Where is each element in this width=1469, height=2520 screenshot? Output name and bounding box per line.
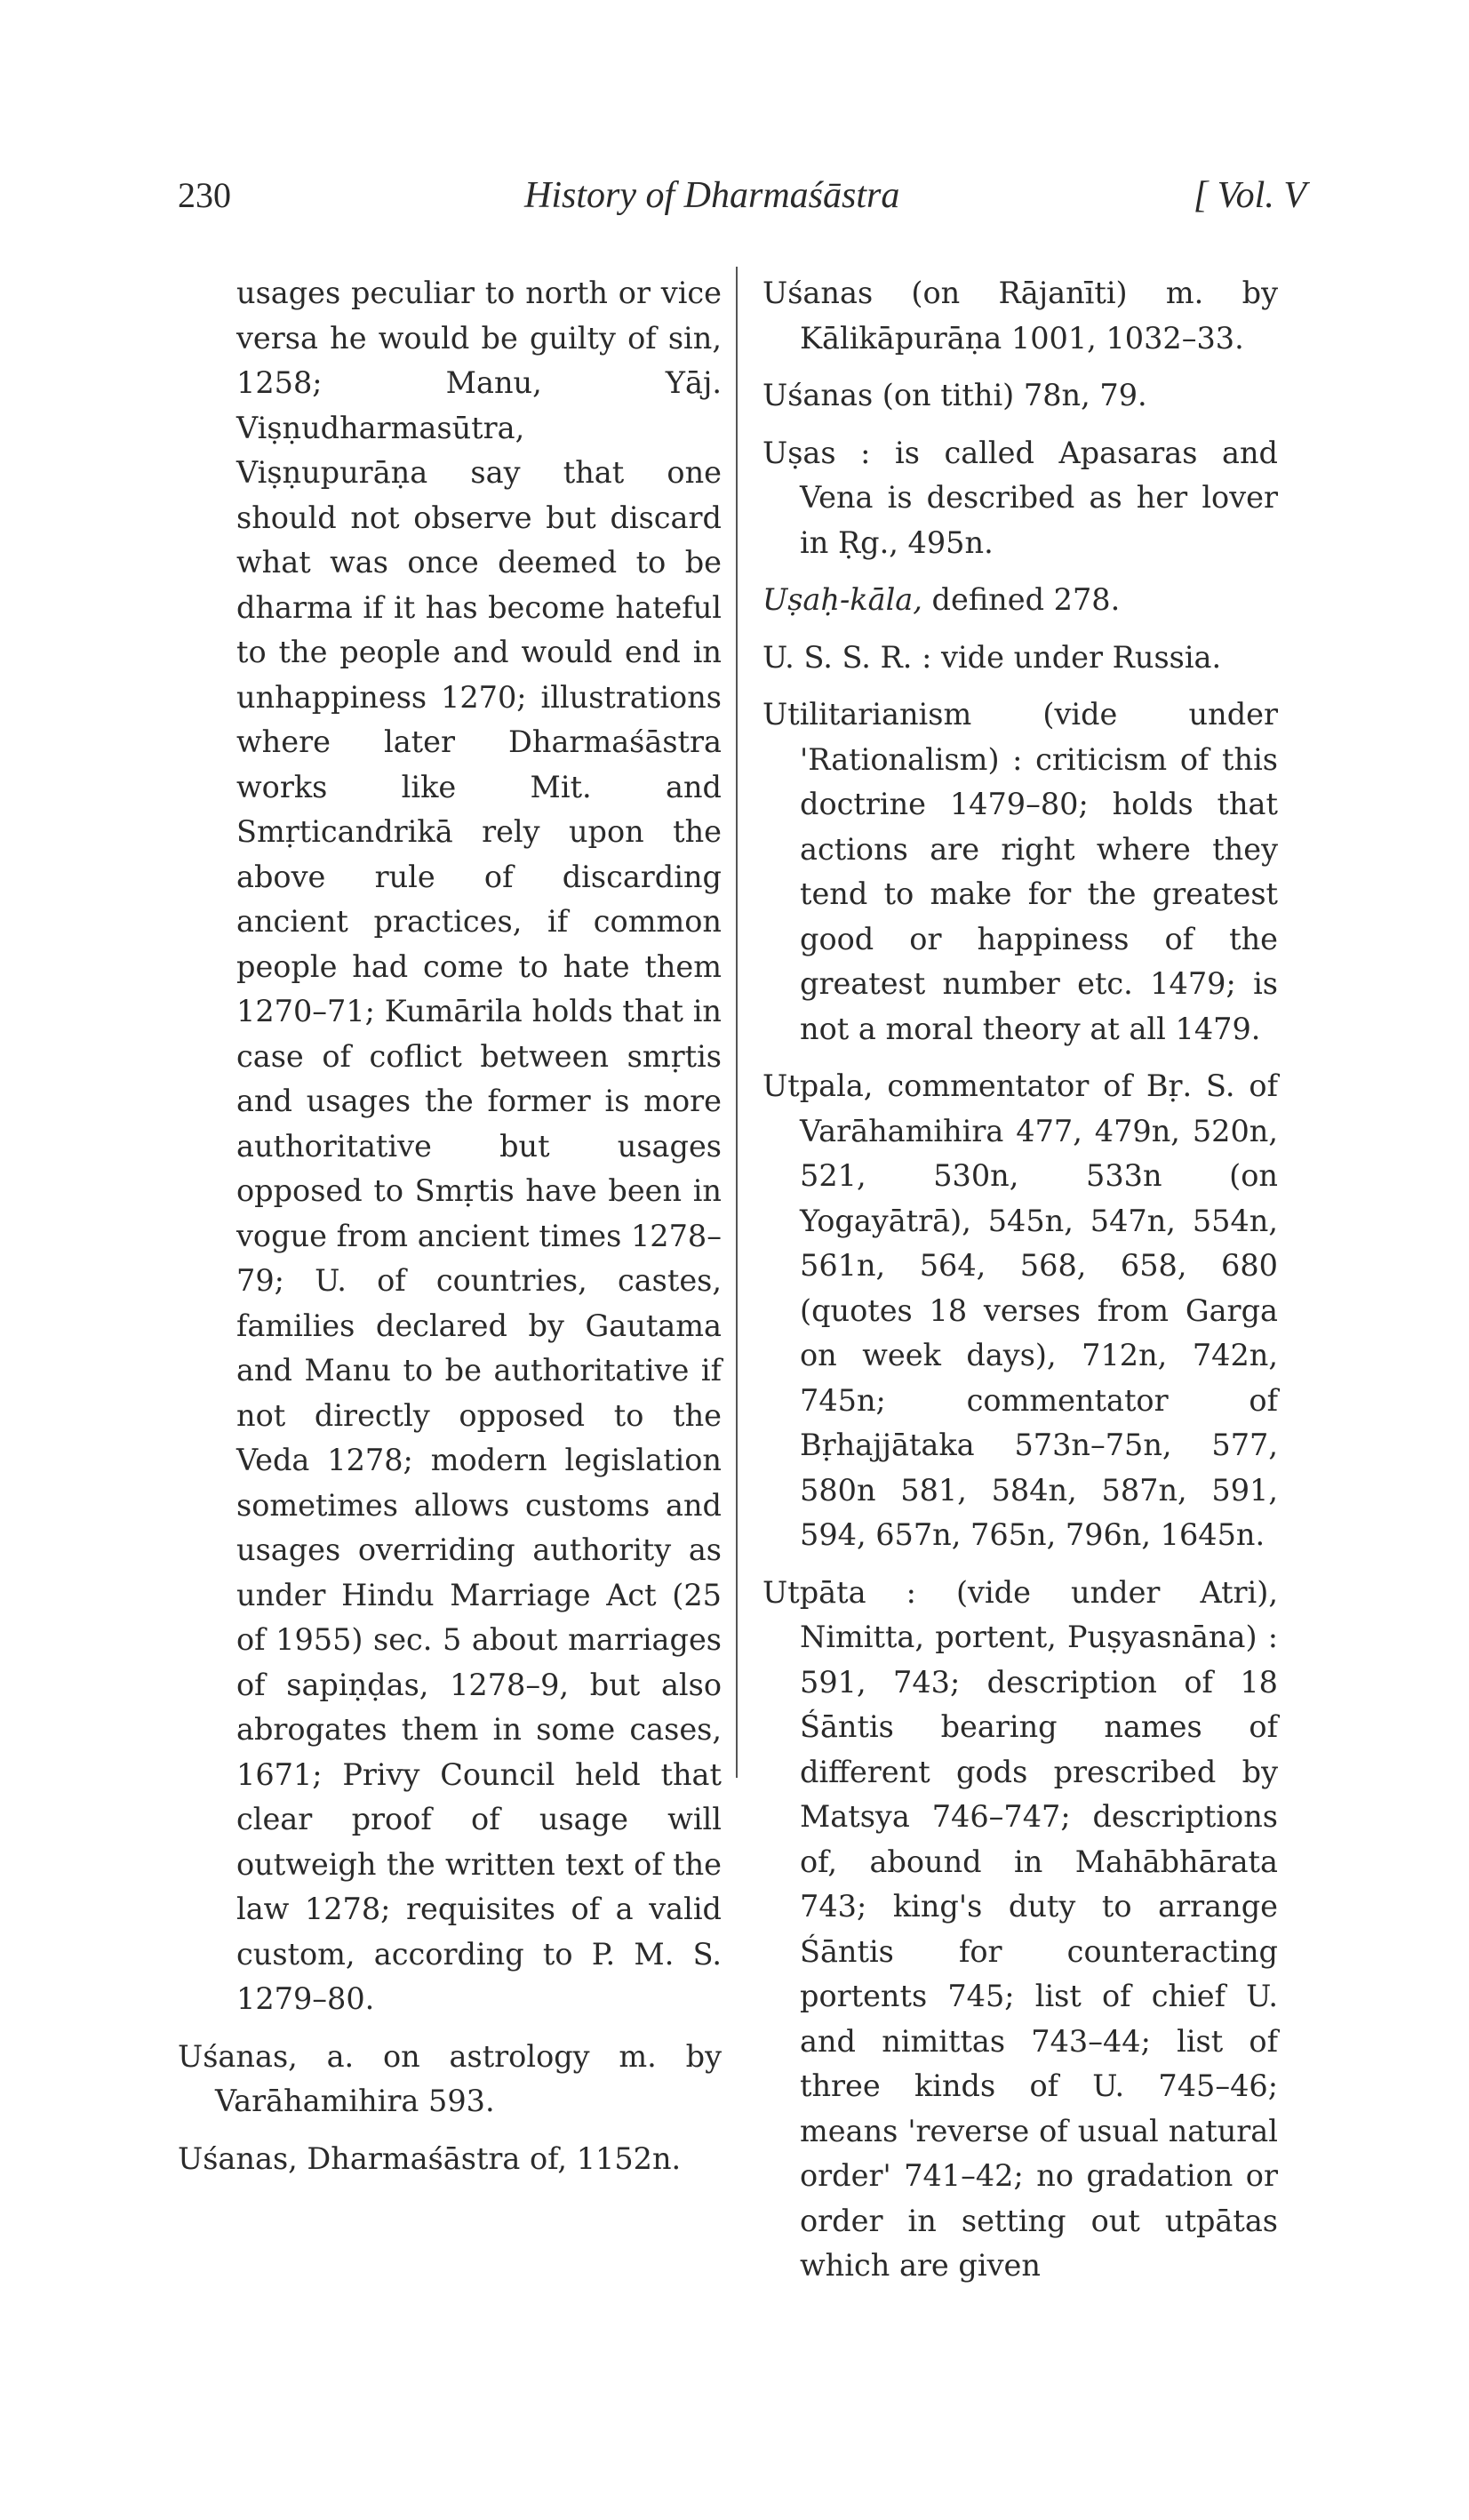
right-column [762,271,1278,2301]
column-divider [736,267,738,1778]
index-entry-text: defined 278. [922,582,1121,617]
index-entry: Uśanas (on tithi) 78n, 79. [762,378,1147,412]
index-entry: Uśanas, a. on astrology m. by Varāhamihira 593. [178,2038,722,2118]
left-column [178,271,722,2194]
index-entry: Uśanas, Dharmaśāstra of, 1152n. [178,2140,682,2176]
running-title: History of Dharmaśāstra [524,175,900,216]
index-entry: Utpāta : (vide under Atri), Nimitta, portent, Puṣyasnāna) : 591, 743; description of 18 Śāntis bearing names of different gods prescribed by Matsya 746–747; descriptions of, abound in Mahābhārata 743; king's duty to arrange Śāntis for counteracting portents 745; list of chief U. and nimittas 743–44; list of three kinds of U. 745–46; means 'reverse of usual natural order' 741–42; no gradation or order in setting out utpātas which are given [762,1574,1278,2283]
index-entry-headword: Uṣaḥ-kāla, [762,582,922,617]
index-entry: U. S. S. R. : vide under Russia. [762,639,1222,675]
index-entry [762,578,1278,623]
index-entry: Uśanas (on Rājanīti) m. by Kālikāpurāṇa 1001, 1032–33. [762,276,1278,356]
page-header [178,174,1306,228]
index-entry-continuation: usages peculiar to north or vice versa he would be guilty of sin, 1258; Manu, Yāj. Viṣṇudharmasūtra, Viṣṇupurāṇa say that one should not observe but discard what was once deemed to be dharma if it has become hateful to the people and would end in unhappiness 1270; illustrations where later Dharmaśāstra works like Mit. and Smṛticandrikā rely upon the above rule of discarding ancient practices, if common people had come to hate them 1270–71; Kumārila holds that in case of coflict between smṛtis and usages the former is more authoritative but usages opposed to Smṛtis have been in vogue from ancient times 1278–79; U. of countries, castes, families declared by Gautama and Manu to be authoritative if not directly opposed to the Veda 1278; modern legislation sometimes allows customs and usages overriding authority as under Hindu Marriage Act (25 of 1955) sec. 5 about marriages of sapiṇḍas, 1278–9, but also abrogates them in some cases, 1671; Privy Council held that clear proof of usage will outweigh the written text of the law 1278; requisites of a valid custom, according to P. M. S. 1279–80. [236,276,722,2016]
index-entry: Uṣas : is called Apasaras and Vena is described as her lover in Ṛg., 495n. [762,435,1278,560]
volume-label: [ Vol. V [1193,175,1306,216]
page-number: 230 [178,175,231,215]
index-entry: Utpala, commentator of Bṛ. S. of Varāhamihira 477, 479n, 520n, 521, 530n, 533n (on Yogayātrā), 545n, 547n, 554n, 561n, 564, 568, 658, 680 (quotes 18 verses from Garga on week days), 712n, 742n, 745n; commentator of Bṛhajjātaka 573n–75n, 577, 580n 581, 584n, 587n, 591, 594, 657n, 765n, 796n, 1645n. [762,1068,1278,1552]
index-entry: Utilitarianism (vide under 'Rationalism) : criticism of this doctrine 1479–80; holds that actions are right where they tend to make for the greatest good or happiness of the greatest number etc. 1479; is not a moral theory at all 1479. [762,697,1278,1046]
